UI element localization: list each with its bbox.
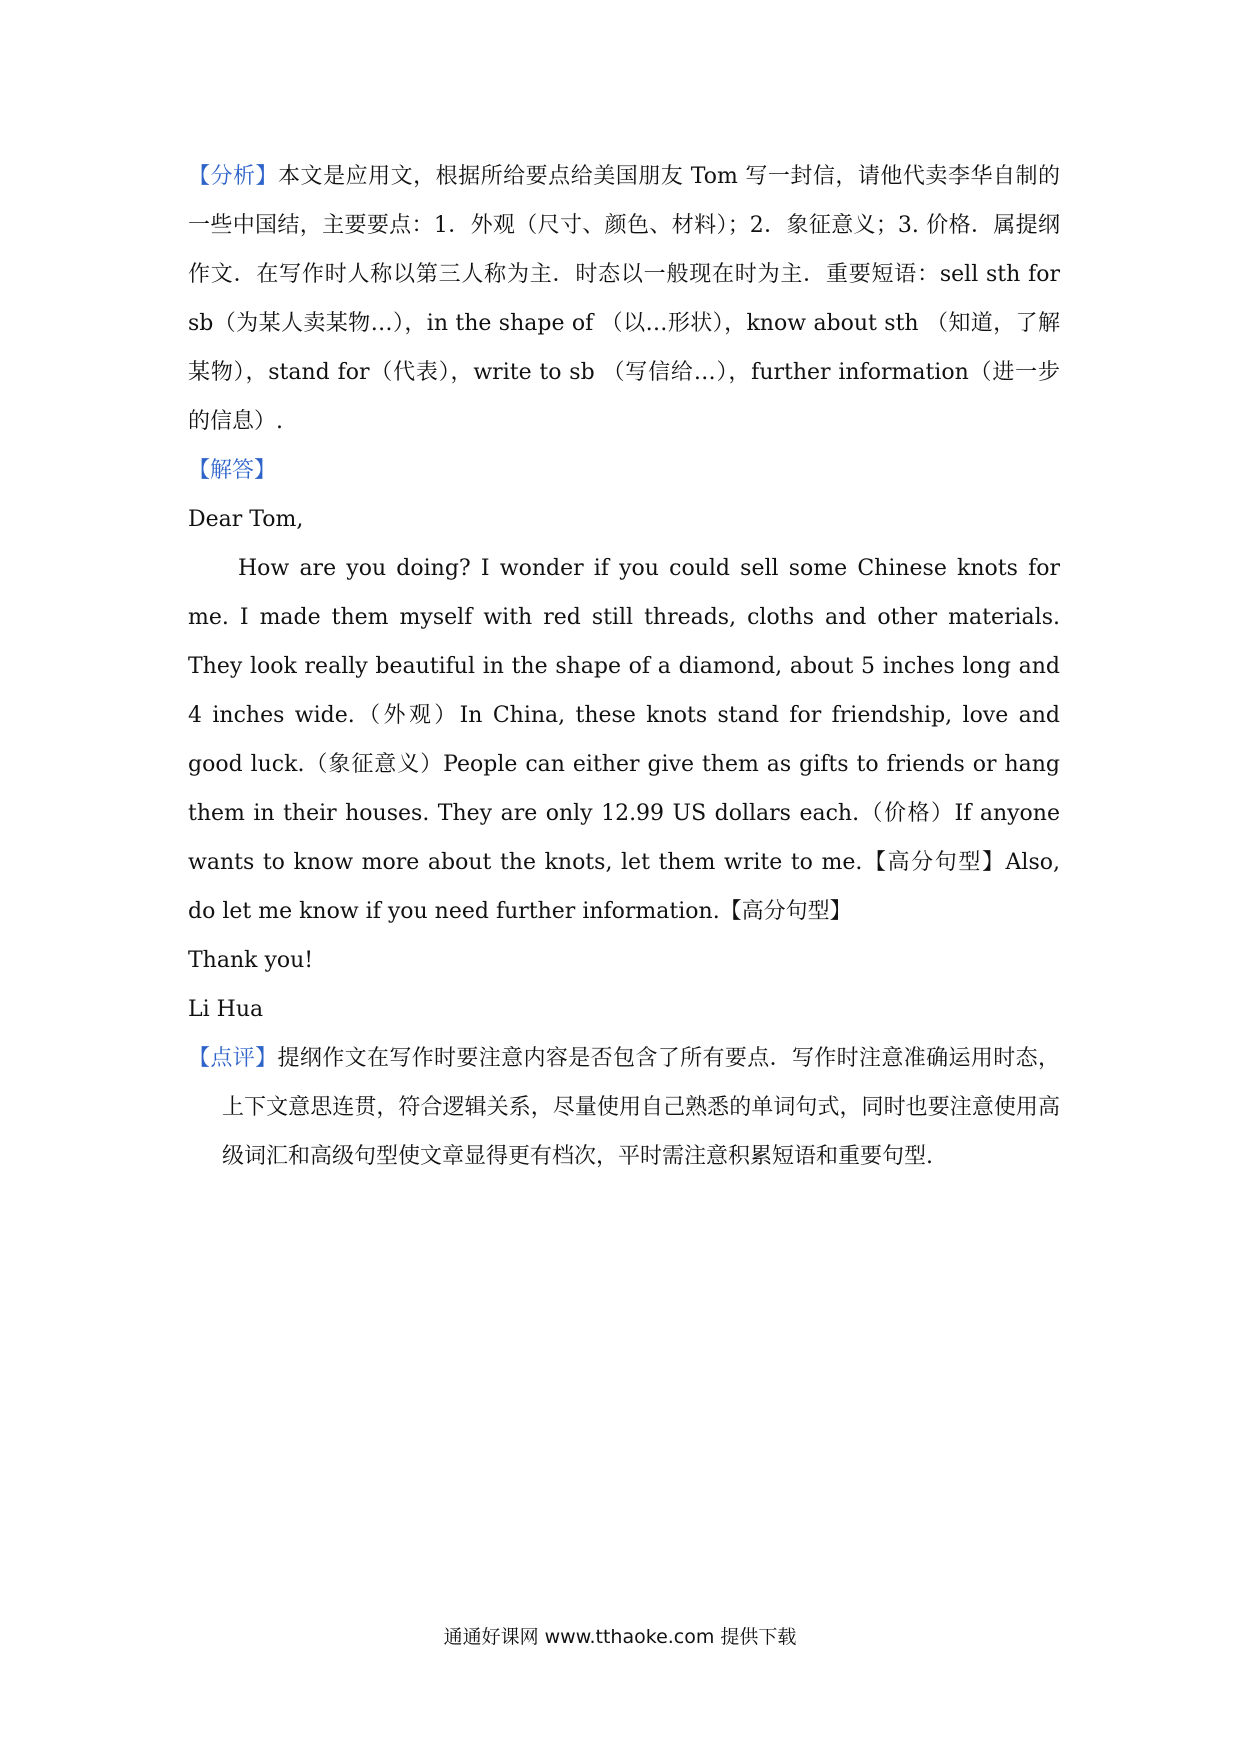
letter-signature: Li Hua — [188, 997, 264, 1022]
analysis-tag: 【分析】 — [188, 164, 279, 189]
page-footer: 通通好课网 www.tthaoke.com 提供下载 — [443, 1626, 797, 1648]
letter-body: How are you doing? I wonder if you could sell some Chinese knots for me. I made them myself with red still threads, cloths and other materials. They look really beautiful in the shape of a diamond, about 5 inches long and 4 inches wide.（外观）In China, these knots stand for friendship, love and good luck.（象征意义）People can either give them as gifts to friends or hang them in their houses. They are only 12.99 US dollars each.（价格）If anyone wants to know more about the knots, let them write to me.【高分句型】Also, do let me know if you need further information.【高分句型】 — [188, 556, 1060, 924]
letter-greeting: Dear Tom, — [188, 507, 304, 532]
comment-tag: 【点评】 — [188, 1046, 278, 1071]
comment-paragraph — [188, 1034, 1060, 1181]
analysis-paragraph — [188, 152, 1060, 446]
comment-text: 提纲作文在写作时要注意内容是否包含了所有要点．写作时注意准确运用时态，上下文意思连贯，符合逻辑关系，尽量使用自己熟悉的单词句式，同时也要注意使用高级词汇和高级句型使文章显得更有档次，平时需注意积累短语和重要句型. — [222, 1046, 1060, 1169]
letter-closing: Thank you! — [188, 948, 314, 973]
answer-heading — [188, 446, 1060, 495]
answer-tag: 【解答】 — [188, 458, 277, 483]
analysis-text: 本文是应用文，根据所给要点给美国朋友 Tom 写一封信，请他代卖李华自制的一些中国结，主要要点：1．外观（尺寸、颜色、材料）；2．象征意义；3. 价格．属提纲作文．在写作时人称以第三人称为主．时态以一般现在时为主．重要短语：sell sth for sb（为某人卖某物…），in the shape of （以…形状），know about sth （知道，了解某物），stand for（代表），write to sb （写信给…），further information（进一步的信息）. — [188, 164, 1060, 434]
document-content — [188, 152, 1060, 1181]
